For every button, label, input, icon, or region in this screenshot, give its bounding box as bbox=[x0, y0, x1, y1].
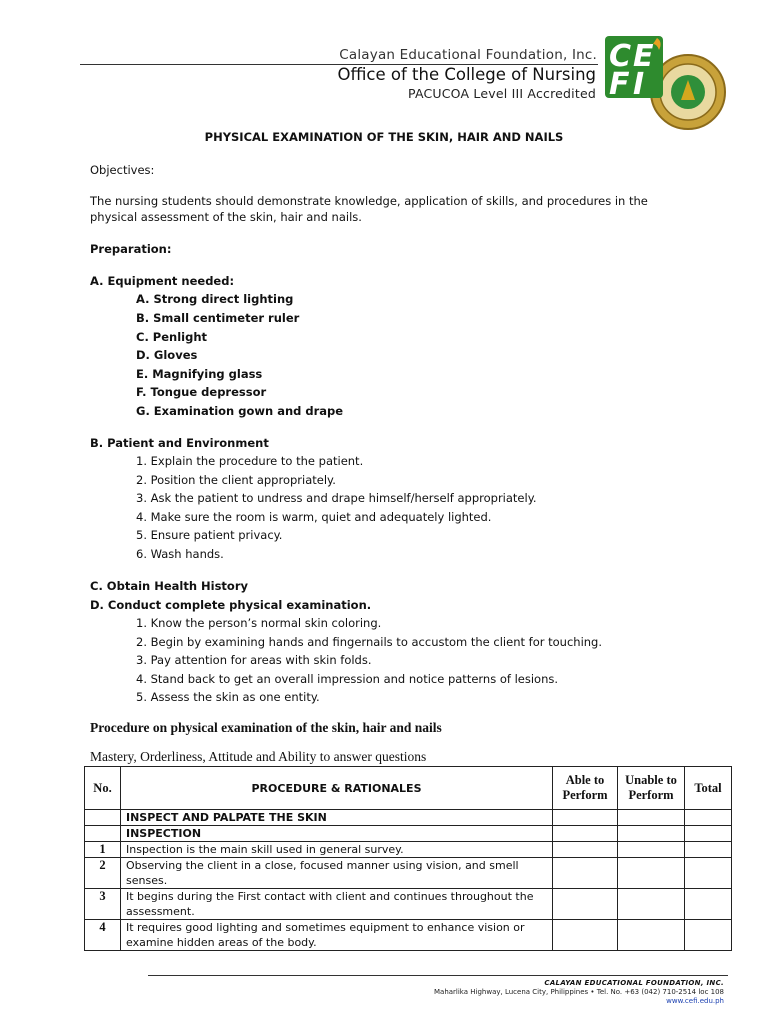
exam-step: 3. Pay attention for areas with skin folds. bbox=[136, 653, 372, 667]
col-header-unable: Unable to Perform bbox=[618, 767, 685, 810]
exam-step: 4. Stand back to get an overall impression and notice patterns of lesions. bbox=[136, 672, 559, 686]
equipment-item: A. Strong direct lighting bbox=[136, 292, 294, 306]
row-able-cell[interactable] bbox=[553, 889, 618, 920]
objectives-heading: Objectives: bbox=[90, 163, 155, 177]
footer-address: Maharlika Highway, Lucena City, Philippines • Tel. No. +63 (042) 710-2514 loc 108 bbox=[433, 988, 724, 996]
svg-text:I: I bbox=[633, 67, 645, 102]
row-unable-cell[interactable] bbox=[618, 842, 685, 858]
table-row bbox=[85, 810, 732, 826]
objectives-text-line-1: The nursing students should demonstrate knowledge, application of skills, and procedures in the bbox=[90, 194, 648, 208]
row-able-cell[interactable] bbox=[553, 920, 618, 951]
svg-text:C: C bbox=[609, 39, 632, 74]
row-unable-cell[interactable] bbox=[618, 889, 685, 920]
row-total-cell[interactable] bbox=[685, 810, 732, 826]
patient-environment-heading: B. Patient and Environment bbox=[90, 436, 269, 450]
physical-exam-heading: D. Conduct complete physical examination. bbox=[90, 598, 372, 612]
row-procedure: It requires good lighting and sometimes equipment to enhance vision or examine hidden areas of the body. bbox=[121, 920, 553, 951]
patient-step: 1. Explain the procedure to the patient. bbox=[136, 454, 364, 468]
criteria-line: Mastery, Orderliness, Attitude and Ability to answer questions bbox=[90, 749, 427, 764]
row-number bbox=[85, 810, 121, 826]
table-row bbox=[85, 858, 732, 889]
table-header-row bbox=[85, 767, 732, 810]
procedure-table bbox=[84, 766, 732, 951]
row-unable-cell[interactable] bbox=[618, 858, 685, 889]
patient-step: 3. Ask the patient to undress and drape himself/herself appropriately. bbox=[136, 491, 537, 505]
table-row bbox=[85, 842, 732, 858]
equipment-item: E. Magnifying glass bbox=[136, 367, 263, 381]
equipment-heading: A. Equipment needed: bbox=[90, 274, 235, 288]
row-total-cell[interactable] bbox=[685, 858, 732, 889]
patient-step: 2. Position the client appropriately. bbox=[136, 473, 336, 487]
table-row bbox=[85, 826, 732, 842]
row-unable-cell[interactable] bbox=[618, 810, 685, 826]
row-procedure: It begins during the First contact with client and continues throughout the assessment. bbox=[121, 889, 553, 920]
col-header-no: No. bbox=[85, 767, 121, 810]
col-header-able: Able to Perform bbox=[553, 767, 618, 810]
col-header-total: Total bbox=[685, 767, 732, 810]
col-header-procedure: PROCEDURE & RATIONALES bbox=[121, 767, 553, 810]
equipment-item: G. Examination gown and drape bbox=[136, 404, 344, 418]
patient-step: 4. Make sure the room is warm, quiet and adequately lighted. bbox=[136, 510, 492, 524]
footer-website-link[interactable]: www.cefi.edu.ph bbox=[666, 997, 724, 1005]
footer-organization: CALAYAN EDUCATIONAL FOUNDATION, INC. bbox=[544, 979, 724, 987]
preparation-heading: Preparation: bbox=[90, 242, 172, 256]
row-total-cell[interactable] bbox=[685, 889, 732, 920]
equipment-item: C. Penlight bbox=[136, 330, 208, 344]
row-unable-cell[interactable] bbox=[618, 826, 685, 842]
exam-step: 2. Begin by examining hands and fingernails to accustom the client for touching. bbox=[136, 635, 603, 649]
row-total-cell[interactable] bbox=[685, 842, 732, 858]
row-number: 2 bbox=[85, 858, 121, 889]
svg-text:E: E bbox=[633, 39, 654, 74]
equipment-item: D. Gloves bbox=[136, 348, 198, 362]
row-total-cell[interactable] bbox=[685, 920, 732, 951]
row-procedure: Inspection is the main skill used in general survey. bbox=[121, 842, 553, 858]
patient-step: 5. Ensure patient privacy. bbox=[136, 528, 283, 542]
row-number: 1 bbox=[85, 842, 121, 858]
cefi-logo bbox=[603, 30, 731, 130]
patient-step: 6. Wash hands. bbox=[136, 547, 224, 561]
row-unable-cell[interactable] bbox=[618, 920, 685, 951]
exam-step: 5. Assess the skin as one entity. bbox=[136, 690, 320, 704]
row-able-cell[interactable] bbox=[553, 810, 618, 826]
row-able-cell[interactable] bbox=[553, 826, 618, 842]
procedure-heading: Procedure on physical examination of the skin, hair and nails bbox=[90, 720, 442, 735]
row-total-cell[interactable] bbox=[685, 826, 732, 842]
row-able-cell[interactable] bbox=[553, 858, 618, 889]
foundation-name: Calayan Educational Foundation, Inc. bbox=[339, 47, 597, 63]
office-title: Office of the College of Nursing bbox=[337, 65, 596, 84]
row-number bbox=[85, 826, 121, 842]
table-row bbox=[85, 889, 732, 920]
row-procedure: Observing the client in a close, focused manner using vision, and smell senses. bbox=[121, 858, 553, 889]
row-procedure: INSPECTION bbox=[121, 826, 553, 842]
svg-text:F: F bbox=[609, 67, 630, 102]
row-procedure: INSPECT AND PALPATE THE SKIN bbox=[121, 810, 553, 826]
exam-step: 1. Know the person’s normal skin coloring. bbox=[136, 616, 382, 630]
row-able-cell[interactable] bbox=[553, 842, 618, 858]
equipment-item: F. Tongue depressor bbox=[136, 385, 267, 399]
table-row bbox=[85, 920, 732, 951]
footer-divider bbox=[148, 975, 728, 976]
row-number: 4 bbox=[85, 920, 121, 951]
document-title: PHYSICAL EXAMINATION OF THE SKIN, HAIR AND NAILS bbox=[204, 130, 564, 144]
objectives-text-line-2: physical assessment of the skin, hair and nails. bbox=[90, 210, 362, 224]
equipment-item: B. Small centimeter ruler bbox=[136, 311, 300, 325]
row-number: 3 bbox=[85, 889, 121, 920]
health-history-heading: C. Obtain Health History bbox=[90, 579, 249, 593]
accreditation-label: PACUCOA Level III Accredited bbox=[408, 86, 596, 101]
